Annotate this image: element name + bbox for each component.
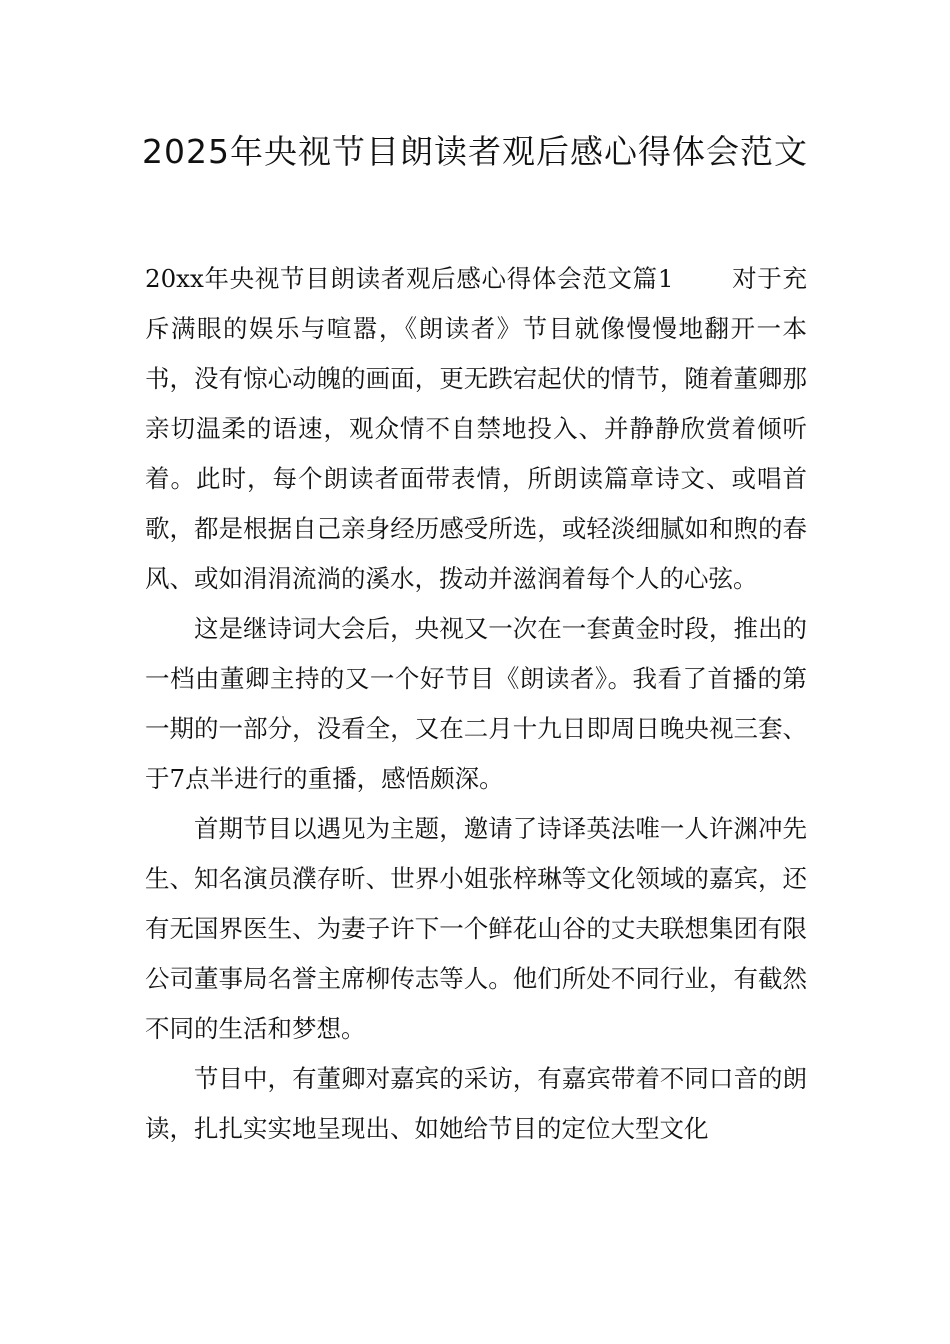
paragraph-3: 首期节目以遇见为主题，邀请了诗译英法唯一人许渊冲先生、知名演员濮存昕、世界小姐张梓琳等文化领域的嘉宾，还有无国界医生、为妻子许下一个鲜花山谷的丈夫联想集团有限公司董事局名誉主席柳传志等人。他们所处不同行业，有截然不同的生活和梦想。 [145, 814, 807, 1043]
document-body [145, 254, 807, 1154]
paragraph-4: 节目中，有董卿对嘉宾的采访，有嘉宾带着不同口音的朗读，扎扎实实地呈现出、如她给节目的定位大型文化 [145, 1064, 807, 1143]
section-heading: 20xx年央视节目朗读者观后感心得体会范文篇1 [145, 264, 674, 293]
paragraph-1 [145, 254, 807, 604]
paragraph-2: 这是继诗词大会后，央视又一次在一套黄金时段，推出的一档由董卿主持的又一个好节目《朗读者》。我看了首播的第一期的一部分，没看全，又在二月十九日即周日晚央视三套、于7点半进行的重播，感悟颇深。 [145, 614, 807, 793]
document-title: 2025年央视节目朗读者观后感心得体会范文 [142, 132, 808, 171]
paragraph-1-text: 对于充斥满眼的娱乐与喧嚣，《朗读者》节目就像慢慢地翻开一本书，没有惊心动魄的画面，更无跌宕起伏的情节，随着董卿那亲切温柔的语速，观众情不自禁地投入、并静静欣赏着倾听着。此时，每个朗读者面带表情，所朗读篇章诗文、或唱首歌，都是根据自己亲身经历感受所选，或轻淡细腻如和煦的春风、或如涓涓流淌的溪水，拨动并滋润着每个人的心弦。 [145, 264, 807, 593]
